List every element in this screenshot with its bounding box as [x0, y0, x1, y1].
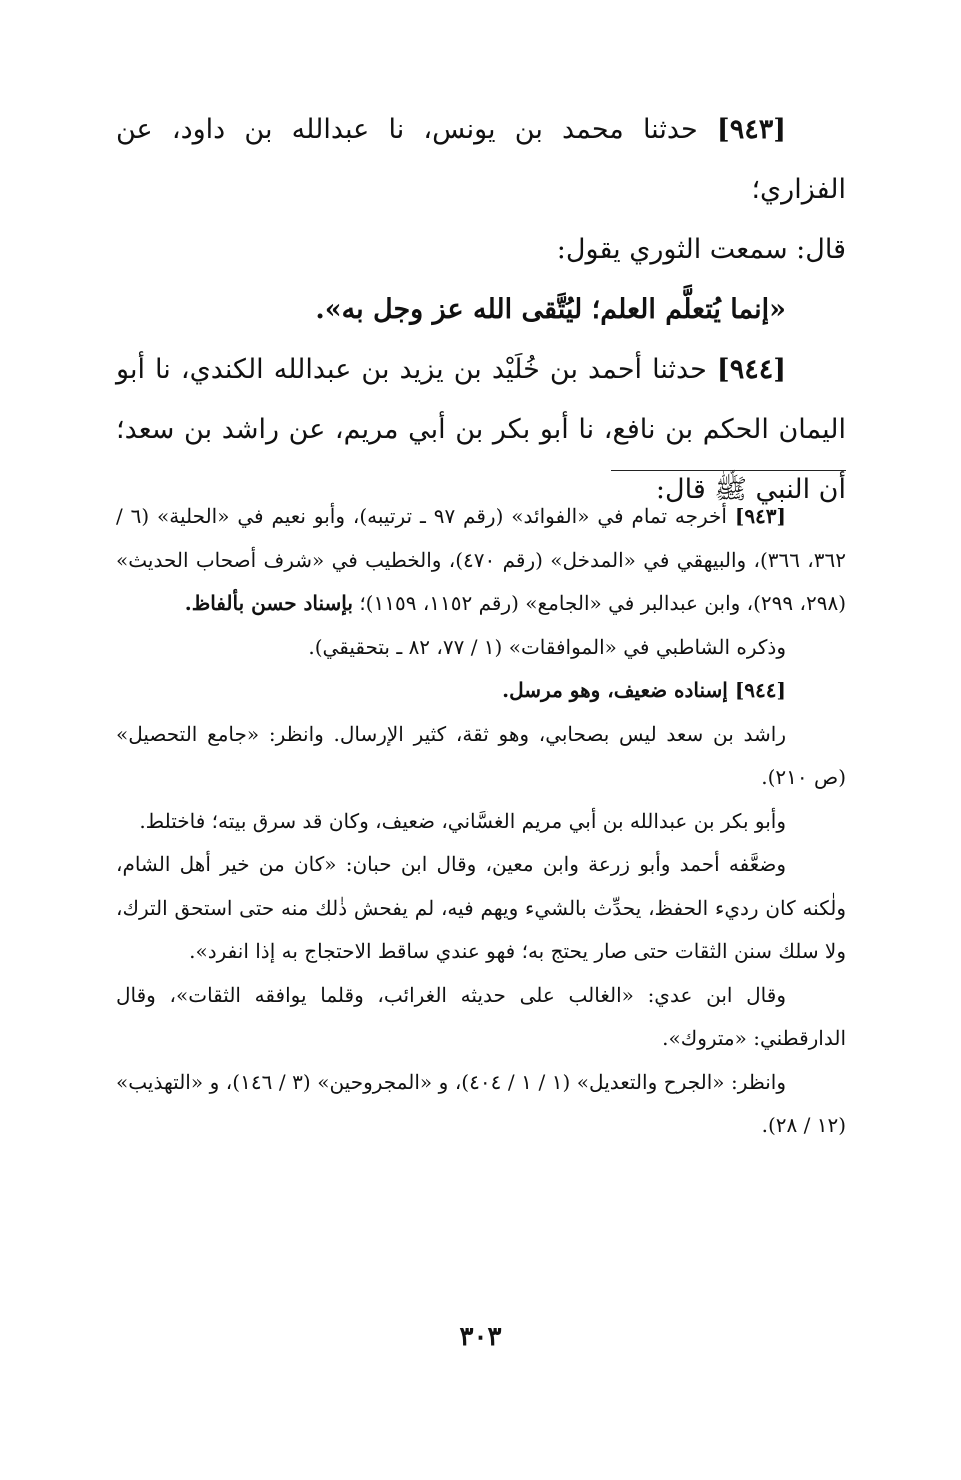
footnote-943	[116, 495, 846, 626]
hadith-943-line2: قال: سمعت الثوري يقول:	[556, 234, 846, 265]
footnote-paragraph: وانظر: «الجرح والتعديل» (١ / ١ / ٤٠٤)، و «المجروحين» (٣ / ١٤٦)، و «التهذيب» (١٢ / ٢٨).	[116, 1069, 846, 1137]
hadith-943-number: [٩٤٣]	[716, 114, 786, 145]
main-text	[116, 100, 846, 520]
footnote-paragraph: وقال ابن عدي: «الغالب على حديثه الغرائب، وقلما يوافقه الثقات»، وقال الدارقطني: «متروك».	[116, 982, 846, 1050]
hadith-943-isnad: حدثنا محمد بن يونس، نا عبدالله بن داود، عن الفزاري؛	[116, 114, 846, 205]
hadith-943-quote: «إنما يُتعلَّم العلم؛ ليُتَّقى الله عز وجل به».	[315, 294, 786, 325]
hadith-944-number: [٩٤٤]	[716, 354, 786, 385]
footnotes	[116, 495, 846, 1148]
footnote-paragraph: وضعَّفه أحمد وأبو زرعة وابن معين، وقال ابن حبان: «كان من خير أهل الشام، ولٰكنه كان رديء الحفظ، يحدِّث بالشيء ويهم فيه، لم يفحش ذٰلك منه حتى استحق الترك، ولا سلك سنن الثقات حتى صار يحتج به؛ فهو عندي ساقط الاحتجاج به إذا انفرد».	[116, 852, 846, 963]
footnote-paragraph: وأبو بكر بن عبدالله بن أبي مريم الغسَّاني، ضعيف، وكان قد سرق بيته؛ فاختلط.	[139, 808, 786, 833]
hadith-943	[116, 100, 846, 220]
footnote-divider	[611, 470, 846, 471]
footnote-943-grade: بإسناد حسن بألفاظ.	[184, 591, 353, 615]
footnote-944-number: [٩٤٤]	[734, 678, 786, 702]
hadith-944-isnad: حدثنا أحمد بن خُلَيْد بن يزيد بن عبدالله الكندي، نا أبو اليمان الحكم بن نافع، نا أبو بكر بن أبي مريم، عن راشد بن سعد؛ أن النبي ﷺ قال:	[116, 354, 846, 505]
footnote-943-text: أخرجه تمام في «الفوائد» (رقم ٩٧ ـ ترتيبه)، وأبو نعيم في «الحلية» (٦ / ٣٦٢، ٣٦٦)، والبيهقي في «المدخل» (رقم ٤٧٠)، والخطيب في «شرف أصحاب الحديث» (٢٩٨، ٢٩٩)، وابن عبدالبر في «الجامع» (رقم ١١٥٢، ١١٥٩)؛	[116, 504, 846, 615]
footnote-943-more: وذكره الشاطبي في «الموافقات» (١ / ٧٧، ٨٢ ـ بتحقيقي).	[308, 634, 786, 659]
footnote-944	[116, 669, 846, 713]
footnote-943-number: [٩٤٣]	[734, 504, 787, 528]
hadith-944	[116, 340, 846, 520]
page-number: ٣٠٣	[459, 1322, 502, 1352]
footnote-944-grade: إسناده ضعيف، وهو مرسل.	[502, 678, 735, 702]
footnote-paragraph: راشد بن سعد ليس بصحابي، وهو ثقة، كثير الإرسال. وانظر: «جامع التحصيل» (ص ٢١٠).	[116, 721, 846, 789]
